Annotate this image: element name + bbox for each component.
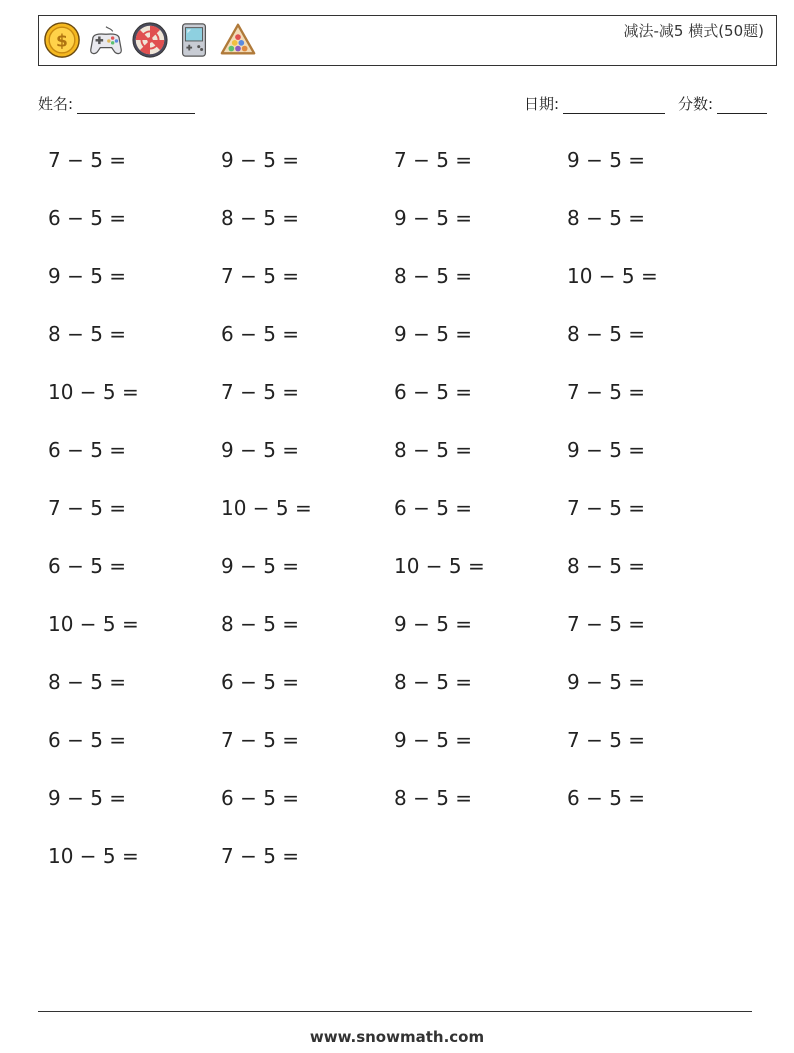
problem-item: 9 − 5 =: [394, 206, 473, 230]
svg-text:$: $: [56, 31, 68, 52]
problem-item: 7 − 5 =: [567, 496, 646, 520]
problem-item: 7 − 5 =: [48, 496, 127, 520]
problem-item: 8 − 5 =: [394, 438, 473, 462]
problem-item: 7 − 5 =: [48, 148, 127, 172]
problem-item: 10 − 5 =: [48, 844, 139, 868]
worksheet-title: 减法-减5 横式(50题): [623, 22, 764, 40]
problem-item: 9 − 5 =: [394, 728, 473, 752]
problem-item: 6 − 5 =: [221, 786, 300, 810]
score-label: 分数:: [678, 95, 714, 113]
name-label: 姓名:: [38, 95, 74, 113]
problem-item: 10 − 5 =: [221, 496, 312, 520]
problem-item: 7 − 5 =: [221, 380, 300, 404]
problem-item: 8 − 5 =: [48, 322, 127, 346]
problem-item: 8 − 5 =: [221, 612, 300, 636]
problem-item: 7 − 5 =: [567, 380, 646, 404]
problem-item: 8 − 5 =: [48, 670, 127, 694]
problem-item: 7 − 5 =: [394, 148, 473, 172]
problem-item: 8 − 5 =: [221, 206, 300, 230]
problem-item: 9 − 5 =: [221, 438, 300, 462]
problem-item: 6 − 5 =: [48, 438, 127, 462]
problem-item: 9 − 5 =: [394, 322, 473, 346]
problem-item: 6 − 5 =: [48, 206, 127, 230]
problem-item: 7 − 5 =: [221, 844, 300, 868]
problem-item: 9 − 5 =: [221, 148, 300, 172]
problem-item: 6 − 5 =: [221, 322, 300, 346]
problem-item: 6 − 5 =: [48, 554, 127, 578]
footer-url: www.snowmath.com: [309, 1028, 485, 1046]
problem-item: 8 − 5 =: [394, 264, 473, 288]
gamepad-icon: [87, 21, 125, 59]
name-field: [38, 93, 195, 114]
problem-item: 8 − 5 =: [394, 786, 473, 810]
problem-item: 10 − 5 =: [48, 612, 139, 636]
problem-item: 7 − 5 =: [567, 612, 646, 636]
problem-grid: [48, 145, 748, 899]
score-field: [678, 93, 767, 114]
problem-item: 10 − 5 =: [567, 264, 658, 288]
problem-item: 7 − 5 =: [567, 728, 646, 752]
problem-item: 6 − 5 =: [394, 380, 473, 404]
problem-item: 7 − 5 =: [221, 264, 300, 288]
problem-item: 9 − 5 =: [567, 670, 646, 694]
score-blank-line[interactable]: [717, 97, 767, 114]
problem-item: 10 − 5 =: [394, 554, 485, 578]
icon-strip: [43, 21, 257, 59]
problem-item: 8 − 5 =: [567, 206, 646, 230]
problem-item: 10 − 5 =: [48, 380, 139, 404]
problem-item: 9 − 5 =: [394, 612, 473, 636]
coin-dollar-icon: [43, 21, 81, 59]
dartboard-icon: [131, 21, 169, 59]
problem-item: 6 − 5 =: [48, 728, 127, 752]
problem-item: 6 − 5 =: [221, 670, 300, 694]
problem-item: 7 − 5 =: [221, 728, 300, 752]
worksheet-header: [38, 15, 777, 66]
handheld-game-console-icon: [175, 21, 213, 59]
problem-item: 9 − 5 =: [48, 264, 127, 288]
problem-item: 6 − 5 =: [567, 786, 646, 810]
problem-item: 8 − 5 =: [567, 322, 646, 346]
date-field: [524, 93, 665, 114]
date-label: 日期:: [524, 95, 560, 113]
problem-item: 8 − 5 =: [394, 670, 473, 694]
problem-item: 6 − 5 =: [394, 496, 473, 520]
name-blank-line[interactable]: [77, 97, 195, 114]
problem-item: 9 − 5 =: [48, 786, 127, 810]
billiard-triangle-icon: [219, 21, 257, 59]
problem-item: 9 − 5 =: [567, 148, 646, 172]
date-blank-line[interactable]: [563, 97, 665, 114]
problem-item: 8 − 5 =: [567, 554, 646, 578]
footer-divider: [38, 1011, 752, 1012]
problem-item: 9 − 5 =: [221, 554, 300, 578]
problem-item: 9 − 5 =: [567, 438, 646, 462]
